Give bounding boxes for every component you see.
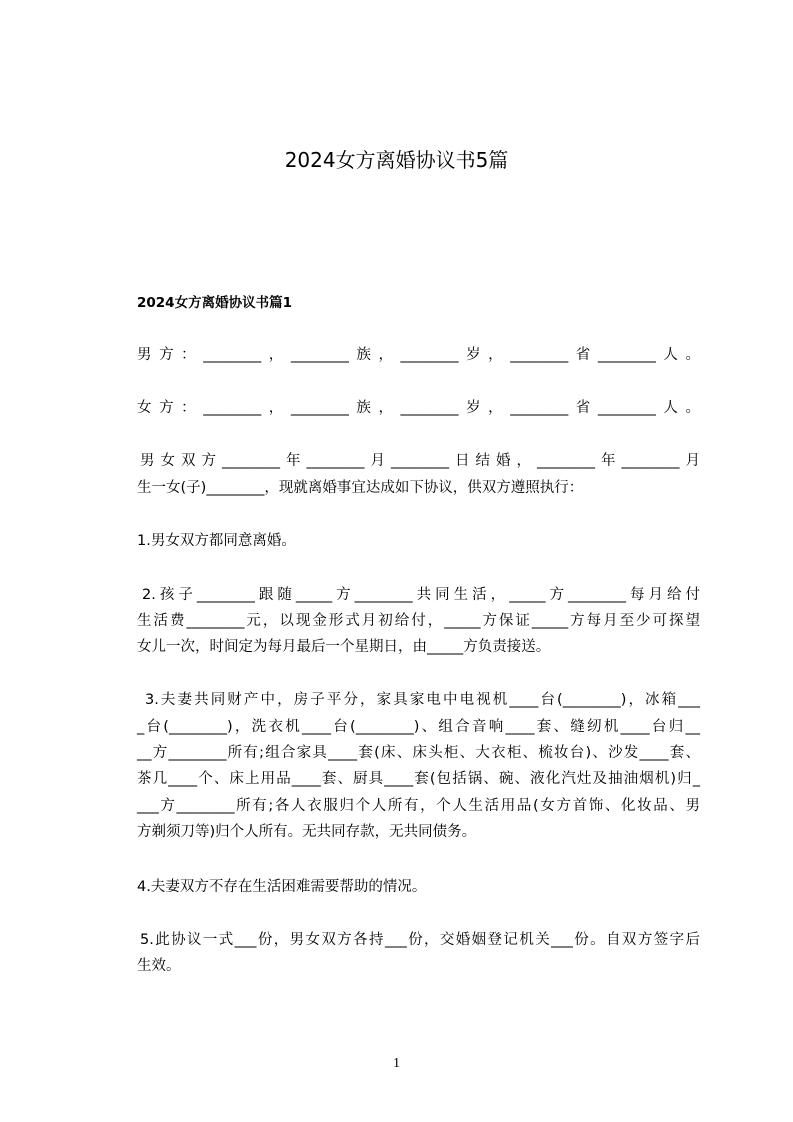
marriage-paragraph-line: 男女双方________年________月________日结婚，________年________月	[140, 453, 700, 469]
item-3-line: 方剃须刀等)归个人所有。无共同存款，无共同债务。	[137, 824, 477, 840]
item-1: 1.男女双方都同意离婚。	[137, 533, 296, 549]
item-2-line: 2.孩子________跟随_____方________共同生活，_____方________每月给付	[142, 587, 700, 603]
section-heading: 2024女方离婚协议书篇1	[137, 295, 292, 311]
page-number: 1	[393, 1056, 400, 1071]
item-5-line: 生效。	[137, 958, 181, 974]
item-4: 4.夫妻双方不存在生活困难需要帮助的情况。	[137, 879, 427, 895]
marriage-paragraph-line: 生一女(子)________，现就离婚事宜达成如下协议，供双方遵照执行：	[137, 480, 584, 496]
item-3-line: __方________所有;组合家具____套(床、床头柜、大衣柜、梳妆台)、沙发____套、	[137, 745, 700, 761]
item-3-line: _台(________)，洗衣机____台(________)、组合音响____套、缝纫机____台归__	[137, 719, 700, 735]
male-info-line: 男方：________，________族，________岁，________省________人。	[137, 347, 700, 363]
item-2-line: 女儿一次，时间定为每月最后一个星期日，由_____方负责接送。	[137, 639, 551, 655]
item-2-line: 生活费________元，以现金形式月初给付，_____方保证_____方每月至少可探望	[137, 613, 700, 629]
item-3-line: 3.夫妻共同财产中，房子平分，家具家电中电视机____台(________)，冰箱___	[145, 692, 700, 708]
female-info-line: 女方：________，________族，________岁，________省________人。	[137, 400, 700, 416]
item-3-line: 茶几____个、床上用品____套、厨具____套(包括锅、碗、液化汽灶及抽油烟机)归_	[137, 771, 700, 787]
item-3-line: ___方________所有;各人衣服归个人所有，个人生活用品(女方首饰、化妆品、男	[137, 798, 700, 814]
document-title: 2024女方离婚协议书5篇	[284, 148, 509, 172]
item-5-line: 5.此协议一式___份，男女双方各持___份，交婚姻登记机关___份。自双方签字后	[140, 932, 700, 948]
